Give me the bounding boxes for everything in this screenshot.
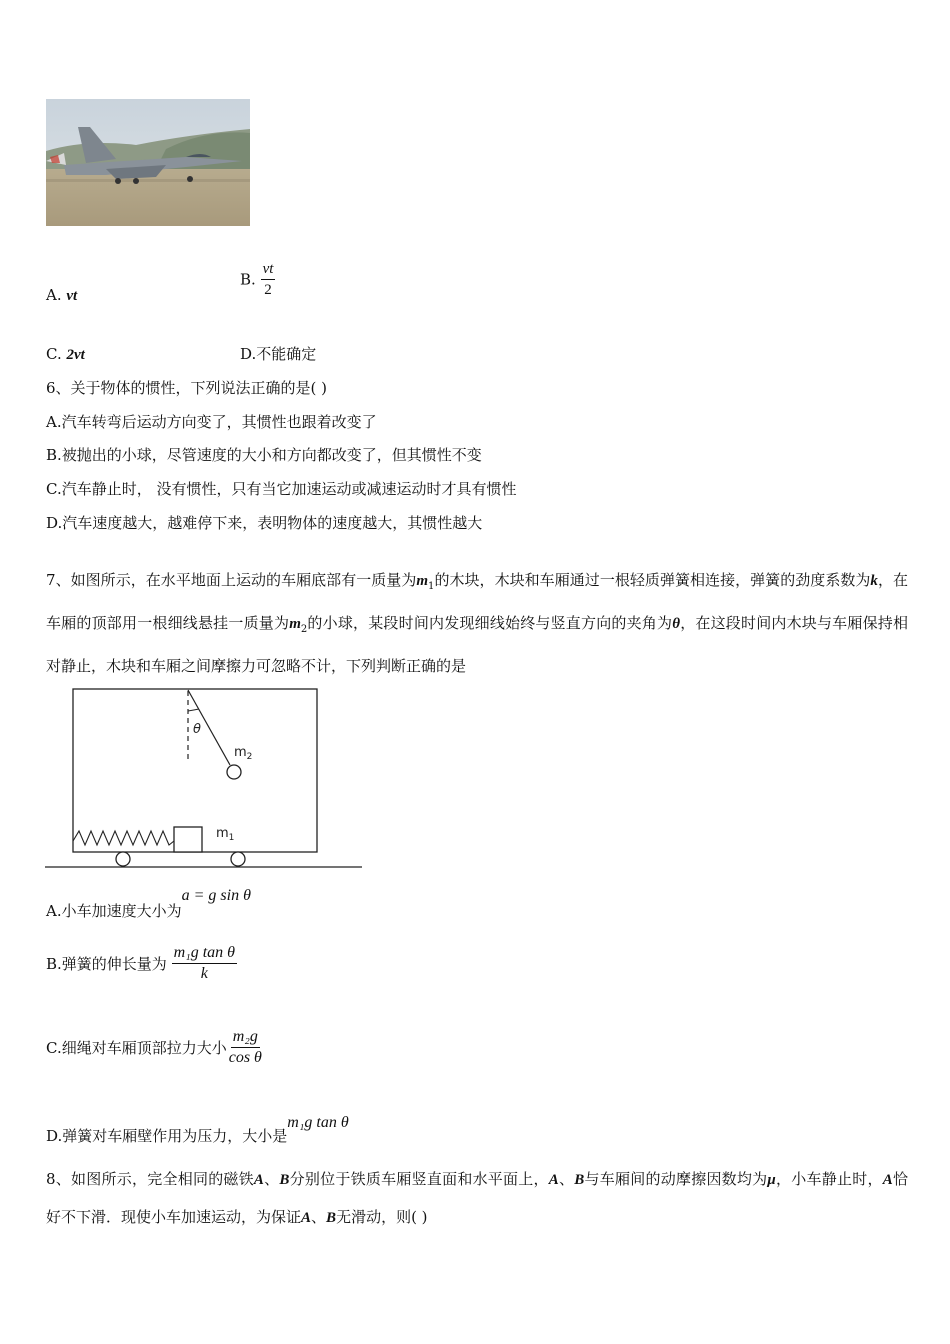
q5-option-b: B. $\frac{vt}{2}$ [240, 261, 274, 298]
q7-option-d-formula: m₁g tan θ [287, 1114, 349, 1131]
q6-option-d: D.汽车速度越大，越难停下来，表明物体的速度越大，其惯性越大 [46, 514, 483, 532]
spring [73, 831, 174, 845]
q7-option-a: A.小车加速度大小为a = g sin θ [46, 887, 251, 920]
block-m1 [174, 827, 202, 852]
q5-option-c: C. 2vt [46, 345, 85, 363]
wheel-right [231, 852, 245, 866]
q6-option-b: B.被抛出的小球，尽管速度的大小和方向都改变了，但其惯性不变 [46, 446, 482, 464]
q5-option-d: D.不能确定 [240, 345, 317, 363]
m2-label: $m_2$ [234, 745, 253, 762]
q5-option-b-fraction: $\frac{vt}{2}$ [262, 261, 274, 298]
q6-option-a: A.汽车转弯后运动方向变了，其惯性也跟着改变了 [46, 413, 377, 431]
angle-arc [188, 709, 199, 711]
wheel-left [116, 852, 130, 866]
q6-stem: 6、关于物体的惯性，下列说法正确的是( ) [46, 379, 328, 397]
q7-option-a-formula: a = g sin θ [181, 887, 251, 904]
q5-option-a: A. vt [46, 286, 78, 304]
m1-label: $m_1$ [216, 826, 235, 843]
fighter-jet-photo [46, 99, 250, 226]
pendulum-ball [227, 765, 241, 779]
q6-option-c: C.汽车静止时， 没有惯性，只有当它加速运动或减速运动时才具有惯性 [46, 480, 517, 498]
q7-option-b-fraction: $\frac{\text{m₁g tan θ}}{k}$ [173, 944, 235, 982]
q8-stem: 8、如图所示，完全相同的磁铁A、B分别位于铁质车厢竖直面和水平面上，A、B与车厢间的动摩擦因数均为μ，小车静止时，A恰好不下滑．现使小车加速运动，为保证A、B无滑动，则( ) [46, 1170, 908, 1226]
theta-label: θ [193, 722, 201, 737]
q7-option-c-fraction: $\frac{\text{m₂g}}{\text{cos θ}}$ [228, 1028, 262, 1066]
carriage-diagram [44, 685, 364, 870]
q7-option-d: D.弹簧对车厢壁作用为压力，大小是m₁g tan θ [46, 1114, 349, 1145]
q7-stem: 7、如图所示，在水平地面上运动的车厢底部有一质量为$m_1$的木块，木块和车厢通过一根轻质弹簧相连接，弹簧的劲度系数为k，在车厢的顶部用一根细线悬挂一质量为$m_2$的小球，某段时间内发现细线始终与竖直方向的夹角为θ，在这段时间内木块与车厢保持相对静止，木块和车厢之间摩擦力可忽略不计，下列判断正确的是 [46, 571, 908, 675]
q7-option-b: B.弹簧的伸长量为 $\frac{\text{m₁g tan θ}}{k}$ [46, 944, 235, 982]
q7-option-c: C.细绳对车厢顶部拉力大小 $\frac{\text{m₂g}}{\text{cos θ}}$ [46, 1028, 262, 1066]
